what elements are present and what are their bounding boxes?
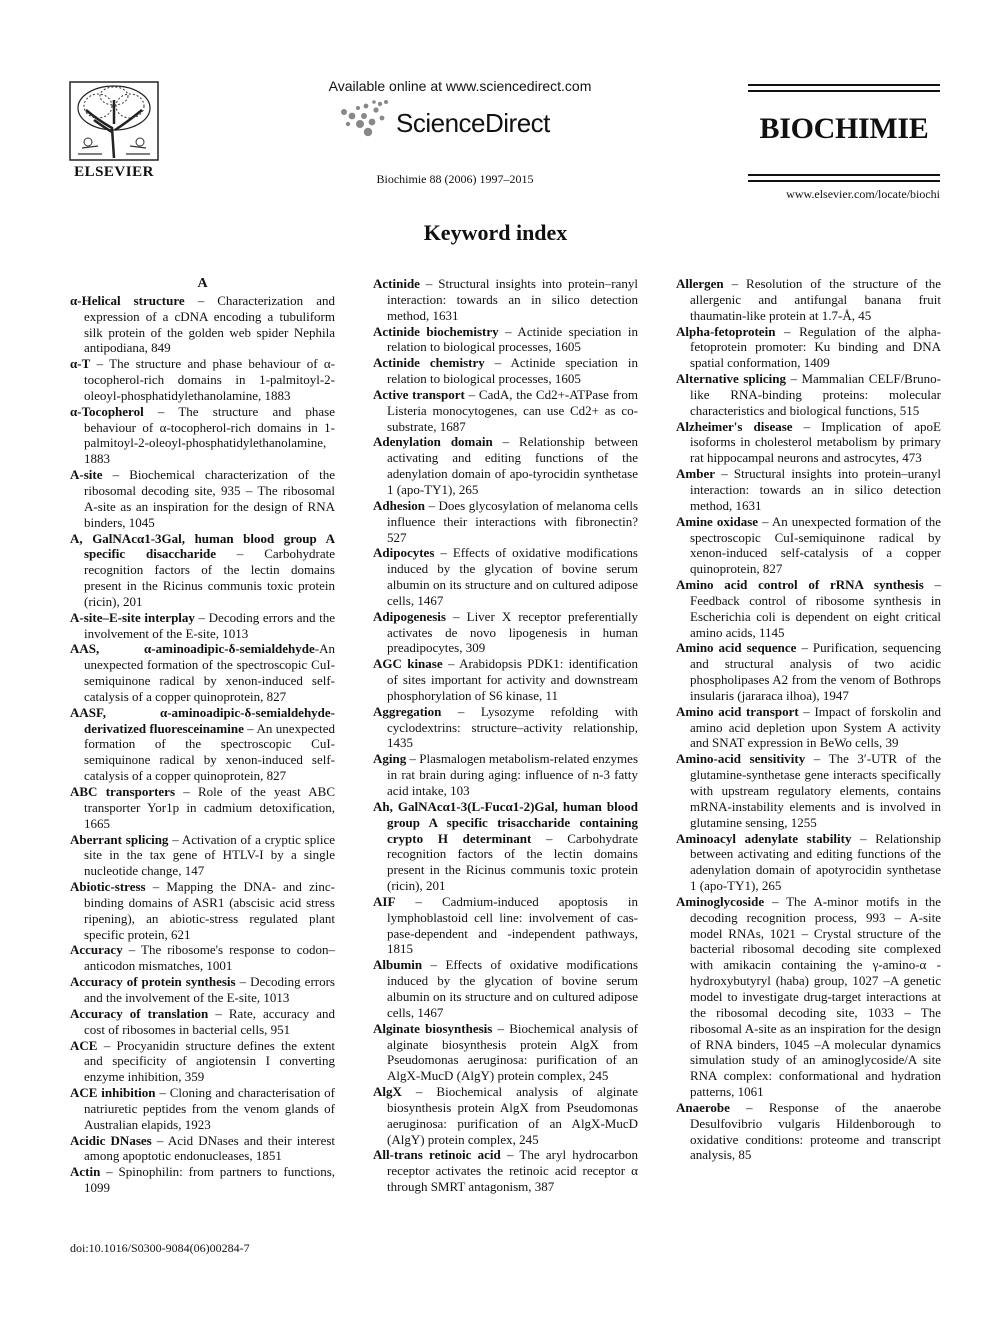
index-term: Aging xyxy=(373,751,407,767)
index-entry-text: – Effects of oxidative modifications induced by the glycation of bovine serum albumin on its structure and on cultured adipose cells, 1467 xyxy=(387,545,638,608)
journal-citation: Biochimie 88 (2006) 1997–2015 xyxy=(376,172,534,186)
index-term: A-site–E-site interplay xyxy=(70,609,195,625)
index-entry xyxy=(373,704,638,752)
index-entry xyxy=(676,276,941,324)
doi-footer: doi:10.1016/S0300-9084(06)00284-7 xyxy=(70,1241,250,1255)
index-column-1 xyxy=(70,276,335,1196)
index-entry-text: – Liver X receptor preferentially activates de novo lipogenesis in human preadipocytes, 309 xyxy=(387,608,638,656)
index-entry-text: – Biochemical analysis of alginate biosynthesis protein AlgX from Pseudomonas aeruginosa: purification of an AlgX-MucD (AlgY) protein complex, 245 xyxy=(387,1020,638,1084)
index-entry-text: – Actinide speciation in relation to biological processes, 1605 xyxy=(387,355,638,387)
journal-title: BIOCHIMIE xyxy=(759,112,929,145)
index-entry xyxy=(373,751,638,799)
section-letter: A xyxy=(197,276,208,291)
index-term: ABC transporters xyxy=(70,784,176,799)
index-term: A-site xyxy=(70,467,103,483)
index-term: Alginate biosynthesis xyxy=(373,1020,493,1036)
index-entry xyxy=(373,498,638,546)
index-entry-text: – Purification, sequencing and structural analysis of two acidic phospholipases A2 from the venom of Bothrops insularis (jararaca ilhoa), 1947 xyxy=(690,640,942,703)
index-entry-text: – The structure and phase behaviour of α-tocopherol-rich domains in 1-palmitoyl-2-oleoyl-phosphatidylethanolamine, 1883 xyxy=(84,403,335,467)
title-rule-bottom-2 xyxy=(748,180,940,182)
title-rule-top-2 xyxy=(748,90,940,92)
index-entry xyxy=(676,324,941,372)
sciencedirect-wordmark: ScienceDirect xyxy=(396,108,550,138)
index-entry-text: – Relationship between activating and editing functions of the adenylation domain of apotyrocidin synthetase 1 (apo-TY1), 265 xyxy=(690,830,942,894)
index-entry xyxy=(70,832,335,880)
index-entry xyxy=(70,610,335,642)
index-entry xyxy=(373,545,638,608)
index-term: Aminoglycoside xyxy=(676,893,765,909)
index-term: α-Tocopherol xyxy=(70,403,144,419)
index-term: AGC kinase xyxy=(373,656,443,672)
index-entry-text: – Acid DNases and their interest among apoptotic endonucleases, 1851 xyxy=(84,1132,336,1164)
index-entry-text: – Procyanidin structure defines the extent and specificity of angiotensin I converting enzyme inhibition, 359 xyxy=(84,1037,335,1085)
index-term: Allergen xyxy=(676,276,724,291)
index-term: Amino acid control of rRNA synthesis xyxy=(676,577,924,593)
index-entry xyxy=(70,879,335,942)
index-term: Amino acid transport xyxy=(676,703,799,719)
index-term: AAS, α-aminoadipic-δ-semialdehyde xyxy=(70,641,315,657)
index-entry-text: – Implication of apoE isoforms in cholesterol metabolism by primary rat hippocampal neurons and astrocytes, 473 xyxy=(690,418,942,466)
index-term: ACE xyxy=(70,1037,98,1053)
index-entry xyxy=(70,942,335,974)
index-term: A, GalNAcα1-3Gal, human blood group A specific disaccharide xyxy=(70,530,335,562)
index-entry-text: – Response of the anaerobe Desulfovibrio vulgaris Hildenborough to oxidative conditions: proteome and transcript analysis, 85 xyxy=(690,1099,941,1163)
index-entry-text: – Plasmalogen metabolism-related enzymes in rat brain during aging: influence of n-3 fatty acid intake, 103 xyxy=(387,751,638,798)
publisher-name: ELSEVIER xyxy=(74,164,154,180)
index-entry xyxy=(70,974,335,1006)
index-entry-text: – Carbohydrate recognition factors of the lectin domains present in the Ricinus communis toxic protein (ricin), 201 xyxy=(387,830,638,894)
available-online-text: Available online at www.sciencedirect.com xyxy=(328,78,592,94)
index-entry xyxy=(373,1021,638,1084)
index-term: Actinide xyxy=(373,276,420,291)
index-entry-text: – Characterization and expression of a cDNA encoding a tubuliform silk protein of the golden web spider Nephila antipodiana, 849 xyxy=(84,292,335,356)
title-rule-bottom xyxy=(748,174,940,176)
index-entry xyxy=(70,1006,335,1038)
index-entry-text: – Biochemical characterization of the ribosomal decoding site, 935 – The ribosomal A-site as an inspiration for the design of RNA binders, 1045 xyxy=(84,467,335,530)
index-term: Adipogenesis xyxy=(373,608,446,624)
index-term: Actinide chemistry xyxy=(373,355,485,371)
index-entry-text: – Does glycosylation of melanoma cells influence their interactions with fibronectin? 527 xyxy=(387,497,638,545)
index-entry xyxy=(676,640,941,703)
index-entry xyxy=(373,894,638,957)
index-entry-text: – Lysozyme refolding with cyclodextrins: structure–activity relationship, 1435 xyxy=(387,703,638,751)
index-entry-text: – Cadmium-induced apoptosis in lymphoblastoid cell line: involvement of cas-pase-dependent and -independent pathways, 1815 xyxy=(387,893,638,957)
index-term: Amine oxidase xyxy=(676,513,759,529)
index-entry-text: – An unexpected formation of the spectroscopic CuI-semiquinone radical by xenon-induced self-catalysis of a copper quinoprotein, 827 xyxy=(690,513,942,577)
index-term: Albumin xyxy=(373,957,423,973)
index-term: Alpha-fetoprotein xyxy=(676,323,776,339)
index-term: Anaerobe xyxy=(676,1099,730,1115)
index-entry-text: – Rate, accuracy and cost of ribosomes in bacterial cells, 951 xyxy=(84,1005,335,1037)
index-entry xyxy=(70,641,335,704)
index-entry xyxy=(70,293,335,356)
index-column-2 xyxy=(373,276,638,1195)
index-entry-text: – An unexpected formation of the spectroscopic CuI-semiquinone radical by xenon-induced self-catalysis of a copper quinoprotein, 827 xyxy=(84,720,335,784)
index-entry xyxy=(373,387,638,435)
index-entry xyxy=(676,751,941,830)
index-entry-text: -An unexpected formation of the spectroscopic CuI-semiquinone radical by xenon-induced self-catalysis of a copper quinoprotein, 827 xyxy=(84,641,335,704)
index-term: Amber xyxy=(676,466,715,482)
index-term: Alternative splicing xyxy=(676,371,786,387)
index-entry xyxy=(70,1164,335,1196)
index-term: Abiotic-stress xyxy=(70,879,146,895)
index-entry xyxy=(373,656,638,704)
page-title: Keyword index xyxy=(423,220,568,245)
index-entry xyxy=(676,1100,941,1163)
index-entry xyxy=(70,356,335,404)
index-term: α-T xyxy=(70,356,91,372)
index-term: Adipocytes xyxy=(373,545,435,561)
index-entry xyxy=(373,276,638,324)
index-entry-text: – Decoding errors and the involvement of the E-site, 1013 xyxy=(84,609,336,641)
index-term: Amino acid sequence xyxy=(676,640,797,656)
index-term: Adhesion xyxy=(373,497,426,513)
index-entry-text: – Mapping the DNA- and zinc-binding domains of ASR1 (abscisic acid stress ripening), an abiotic-stress regulated plant specific protein, 621 xyxy=(84,879,335,942)
index-entry xyxy=(70,1038,335,1086)
index-entry-text: – Arabidopsis PDK1: identification of sites important for activity and downstream phosphorylation of S6 kinase, 11 xyxy=(387,656,638,703)
index-entry xyxy=(676,371,941,419)
elsevier-logo xyxy=(68,80,160,184)
index-entry-text: – Feedback control of ribosome synthesis in Escherichia coli is dependent on eight critical amino acids, 1145 xyxy=(690,577,942,640)
index-entry xyxy=(373,434,638,497)
tree-emblem-icon xyxy=(68,80,160,162)
index-entry-text: – Regulation of the alpha-fetoprotein promoter: Ku binding and DNA spatial conformation, 1409 xyxy=(690,323,941,371)
index-term: Amino-acid sensitivity xyxy=(676,751,806,767)
index-entry xyxy=(373,1084,638,1147)
index-entry-text: – Actinide speciation in relation to biological processes, 1605 xyxy=(387,323,638,355)
index-term: Aminoacyl adenylate stability xyxy=(676,830,852,846)
entry-list xyxy=(373,276,638,1195)
index-entry xyxy=(70,1085,335,1133)
index-entry-text: – Resolution of the structure of the allergenic and antifungal banana fruit thaumatin-like protein at 1.7-Å, 45 xyxy=(690,276,941,323)
index-entry-text: – Structural insights into protein–uranyl interaction: towards an in silico detection method, 1631 xyxy=(690,466,941,513)
index-term: Ah, GalNAcα1-3(L-Fucα1-2)Gal, human blood group A specific trisaccharide containing crypto H determinant xyxy=(373,798,638,846)
index-entry xyxy=(676,894,941,1100)
index-term: Accuracy of translation xyxy=(70,1005,209,1021)
entry-list xyxy=(70,293,335,1196)
index-entry xyxy=(676,831,941,894)
index-term: AlgX xyxy=(373,1084,402,1100)
index-entry-text: – Role of the yeast ABC transporter Yor1p in cadmium detoxification, 1665 xyxy=(84,784,335,831)
index-entry-text: – Mammalian CELF/Bruno-like RNA-binding proteins: molecular characteristics and biological functions, 515 xyxy=(690,371,942,418)
index-entry xyxy=(70,1133,335,1165)
index-term: Aggregation xyxy=(373,703,442,719)
index-entry-text: – CadA, the Cd2+-ATPase from Listeria monocytogenes, can use Cd2+ as co-substrate, 1687 xyxy=(387,386,638,434)
index-entry xyxy=(676,577,941,640)
index-entry xyxy=(373,957,638,1020)
index-entry-text: – Spinophilin: from partners to functions, 1099 xyxy=(84,1164,335,1196)
index-term: AASF, α-aminoadipic-δ-semialdehyde-derivatized fluoresceinamine xyxy=(70,704,335,736)
index-entry xyxy=(373,355,638,387)
page-header xyxy=(0,0,991,210)
index-entry-text: – The A-minor motifs in the decoding recognition process, 993 – A-site model RNAs, 1021 – Crystal structure of the bacterial ribosomal decoding site complexed with amikacin containing the γ-amino-α -hydroxybutyryl (haba) group, 1027 –A genetic model to investigate drug-target interactions at the ribosomal decoding site, 1033 – The ribosomal A-site as an inspiration for the design of RNA binders, 1045 –A molecular dynamics simulation study of an aminoglycoside/A site RNA complex: conformational and hydration patterns, 1061 xyxy=(690,893,941,1100)
index-term: Alzheimer's disease xyxy=(676,418,793,434)
index-term: α-Helical structure xyxy=(70,292,185,308)
index-entry-text: – The structure and phase behaviour of α-tocopherol-rich domains in 1-palmitoyl-2-oleoyl-phosphatidylethanolamine, 1883 xyxy=(84,356,335,403)
index-entry xyxy=(676,514,941,577)
index-term: Acidic DNases xyxy=(70,1132,152,1148)
index-entry-text: – Impact of forskolin and amino acid depletion upon System A activity and SNAT expression in BeWo cells, 39 xyxy=(690,703,941,751)
index-entry xyxy=(676,704,941,752)
index-entry-text: – Cloning and characterisation of natriuretic peptides from the venom glands of Australian elapids, 1923 xyxy=(84,1085,335,1132)
index-entry xyxy=(676,466,941,514)
index-entry-text: – Activation of a cryptic splice site in the tax gene of HTLV-I by a single nucleotide change, 147 xyxy=(84,831,335,879)
index-entry-text: – Biochemical analysis of alginate biosynthesis protein AlgX from Pseudomonas aeruginosa: purification of an AlgX-MucD (AlgY) protein complex, 245 xyxy=(387,1084,638,1147)
index-column-3 xyxy=(676,276,941,1163)
index-term: ACE inhibition xyxy=(70,1085,156,1101)
index-entry-text: – The ribosome's response to codon–anticodon mismatches, 1001 xyxy=(84,942,335,974)
sciencedirect-dots-icon xyxy=(336,98,392,138)
index-entry-text: – The aryl hydrocarbon receptor activates the retinoic acid receptor α through SMRT antagonism, 387 xyxy=(387,1147,638,1195)
index-entry xyxy=(70,531,335,610)
index-entry-text: – Relationship between activating and editing functions of the adenylation domain of apo-tyrocidin synthetase 1 (apo-TY1), 265 xyxy=(387,434,638,497)
index-entry xyxy=(373,609,638,657)
index-entry xyxy=(373,324,638,356)
index-entry-text: – Decoding errors and the involvement of the E-site, 1013 xyxy=(84,974,335,1005)
entry-list xyxy=(676,276,941,1163)
index-term: Accuracy xyxy=(70,942,123,958)
journal-url[interactable]: www.elsevier.com/locate/biochi xyxy=(786,187,940,201)
index-term: AIF xyxy=(373,893,396,909)
index-entry xyxy=(373,799,638,894)
index-entry xyxy=(70,705,335,784)
index-term: Actinide biochemistry xyxy=(373,323,499,339)
index-entry-text: – The 3′-UTR of the glutamine-synthetase gene interacts specifically with upstream regulatory elements, contains mRNA-instability elements and is involved in glutamine sensing, 1255 xyxy=(690,751,941,830)
title-rule-top xyxy=(748,84,940,86)
index-term: All-trans retinoic acid xyxy=(373,1147,501,1163)
index-entry xyxy=(373,1147,638,1195)
index-term: Aberrant splicing xyxy=(70,831,169,847)
index-entry-text: – Effects of oxidative modifications induced by the glycation of bovine serum albumin on its structure and on cultured adipose cells, 1467 xyxy=(387,957,638,1020)
index-entry xyxy=(70,467,335,530)
index-entry xyxy=(676,419,941,467)
index-entry xyxy=(70,404,335,467)
index-term: Adenylation domain xyxy=(373,434,493,450)
index-entry-text: – Carbohydrate recognition factors of the lectin domains present in the Ricinus communis toxic protein (ricin), 201 xyxy=(84,546,335,609)
index-entry xyxy=(70,784,335,832)
index-term: Actin xyxy=(70,1164,101,1180)
index-term: Active transport xyxy=(373,386,465,402)
index-term: Accuracy of protein synthesis xyxy=(70,974,236,990)
index-entry-text: – Structural insights into protein–ranyl interaction: towards an in silico detection method, 1631 xyxy=(387,276,638,323)
